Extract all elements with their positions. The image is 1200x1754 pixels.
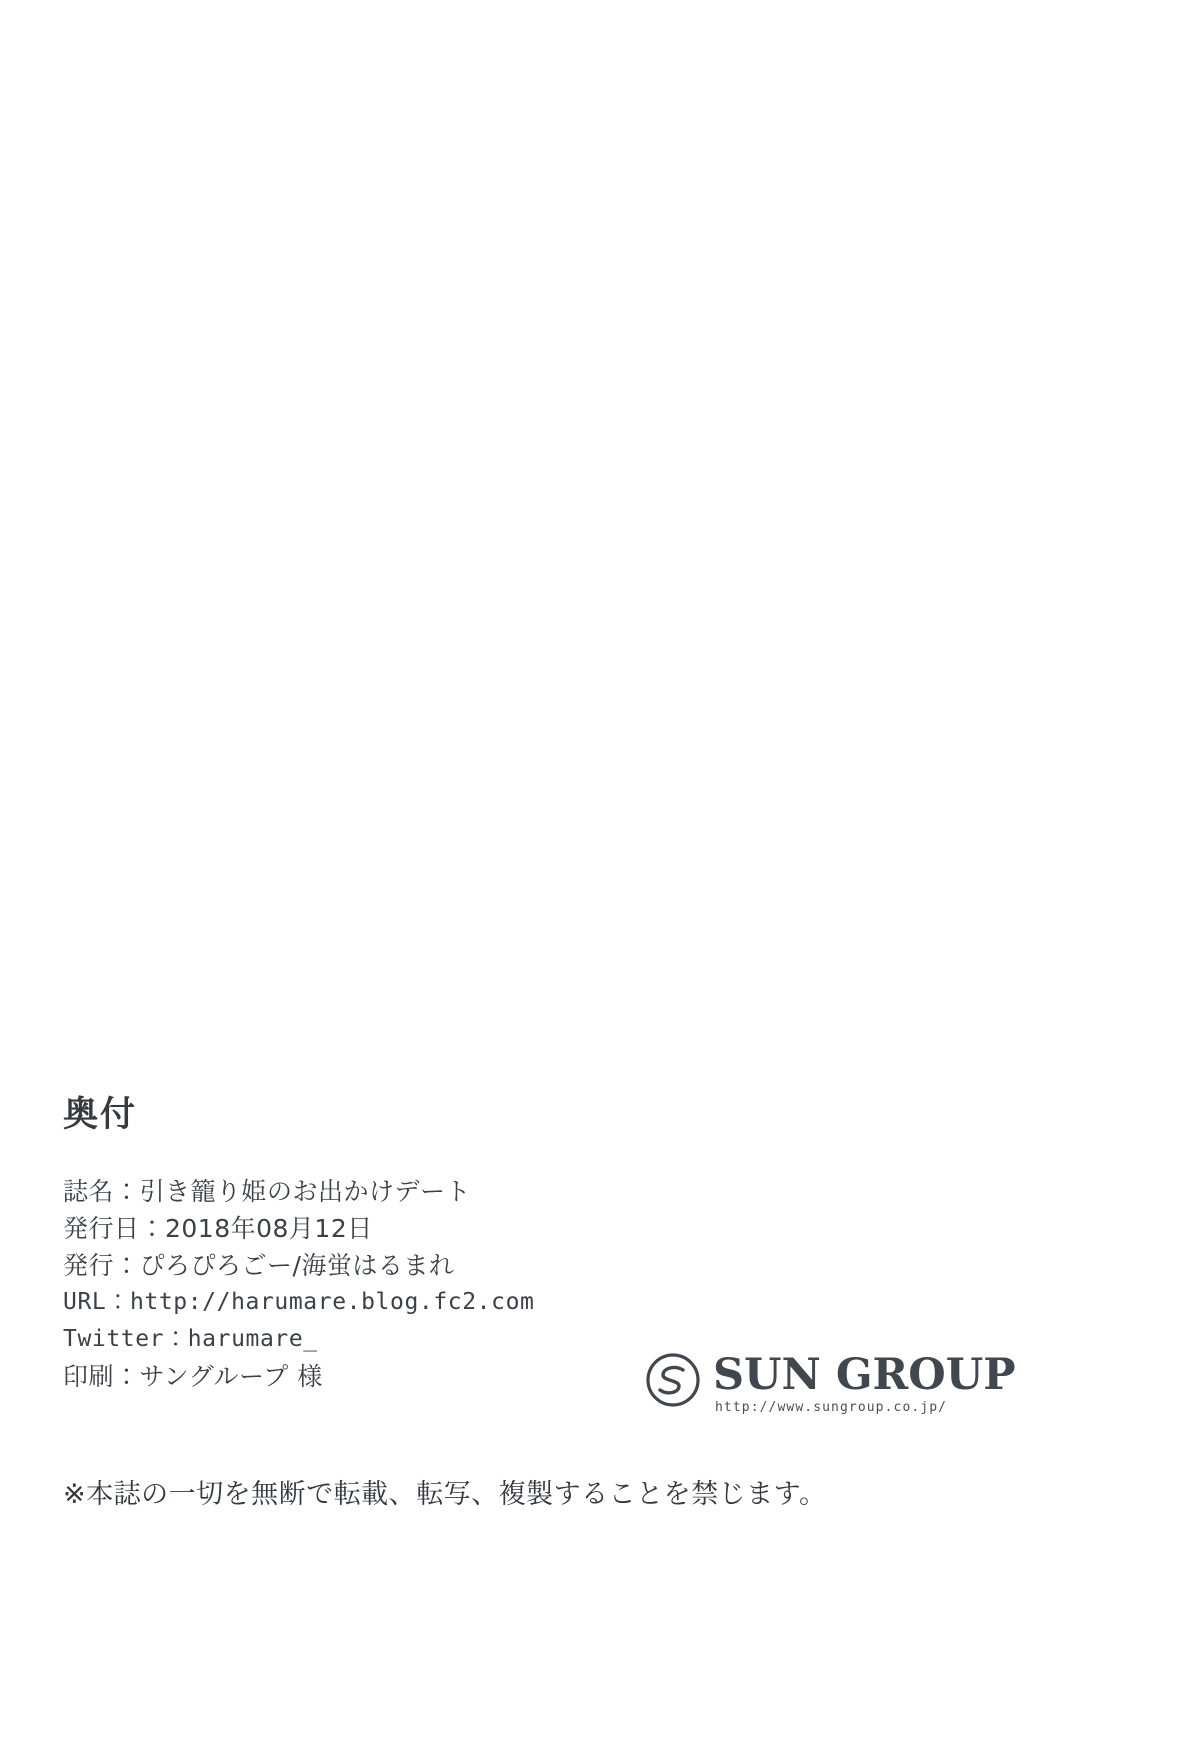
- page-title: 奥付: [63, 1095, 138, 1135]
- colophon-entry-printer: 印刷：サングループ 様: [63, 1362, 323, 1391]
- colophon-entry-publish-date: 発行日：2018年08月12日: [63, 1214, 373, 1243]
- copyright-notice: ※本誌の一切を無断で転載、転写、複製することを禁じます。: [63, 1479, 827, 1510]
- colophon-entry-publisher: 発行：ぴろぴろごー/海蛍はるまれ: [63, 1251, 455, 1280]
- colophon-entry-url: URL：http://harumare.blog.fc2.com: [63, 1289, 535, 1315]
- printer-url: http://www.sungroup.co.jp/: [715, 1400, 948, 1415]
- colophon-entry-title: 誌名：引き籠り姫のお出かけデート: [63, 1177, 472, 1206]
- printer-logo: [645, 1348, 1016, 1418]
- sun-group-s-circle-icon: [645, 1352, 701, 1408]
- colophon-entry-twitter: Twitter：harumare_: [63, 1326, 318, 1352]
- printer-wordmark: SUN GROUP: [713, 1350, 1016, 1400]
